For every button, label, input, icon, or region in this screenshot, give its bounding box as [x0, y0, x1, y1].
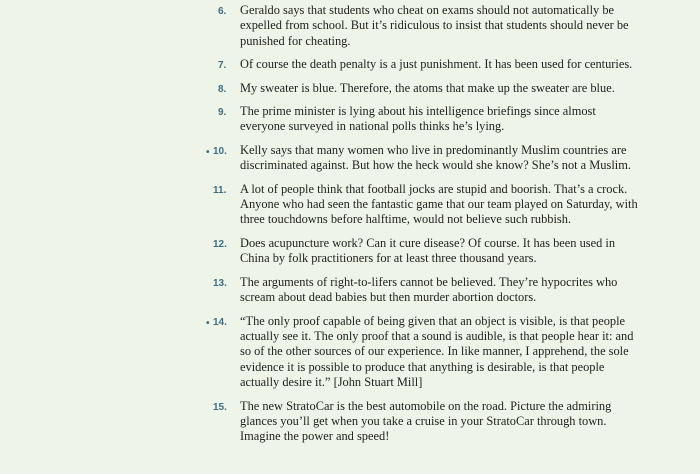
- exercise-text: A lot of people think that football jocks are stupid and boorish. That’s a crock. Anyone who had seen the fantastic game that our team played on Saturday, with three touchdowns before halftime, would not believe such rubbish.: [240, 181, 638, 227]
- exercise-number: 9.: [218, 107, 227, 119]
- exercise-text: The arguments of right-to-lifers cannot be believed. They’re hypocrites who scream about dead babies but then murder abortion doctors.: [240, 274, 618, 305]
- exercise-number: 14.: [213, 316, 227, 328]
- exercise-number: 10.: [213, 145, 227, 157]
- exercise-item-9: [197, 104, 639, 135]
- exercise-item-8: [197, 81, 639, 96]
- exercise-item-11: [197, 182, 639, 228]
- exercise-text: Geraldo says that students who cheat on exams should not automatically be expelled from school. But it’s ridiculous to insist that students should never be punished for cheating.: [240, 3, 629, 48]
- exercise-number: 12.: [213, 238, 227, 250]
- exercise-item-14: [197, 314, 639, 391]
- exercise-text: The new StratoCar is the best automobile on the road. Picture the admiring glances you’ll get when you take a cruise in your StratoCar through town. Imagine the power and speed!: [240, 398, 612, 444]
- exercise-item-6: [197, 3, 639, 49]
- exercise-text: Does acupuncture work? Can it cure disease? Of course. It has been used in China by folk practitioners for at least three thousand years.: [240, 235, 616, 266]
- exercise-text: The prime minister is lying about his intelligence briefings since almost everyone surveyed in national polls thinks he’s lying.: [240, 104, 596, 134]
- exercise-item-12: [197, 236, 639, 267]
- exercise-number: 7.: [218, 60, 227, 72]
- exercise-text: Kelly says that many women who live in predominantly Muslim countries are discriminated against. But how the heck would she know? She’s not a Muslim.: [240, 142, 631, 173]
- exercise-number: 8.: [218, 83, 227, 95]
- exercise-number: 15.: [213, 401, 227, 413]
- exercise-text: My sweater is blue. Therefore, the atoms that make up the sweater are blue.: [240, 80, 615, 95]
- exercise-item-10: [197, 143, 639, 174]
- bullet-marker-icon: •: [206, 146, 210, 158]
- exercise-item-7: [197, 57, 639, 72]
- bullet-marker-icon: •: [206, 317, 210, 329]
- exercise-list: [197, 3, 639, 445]
- exercise-number: 13.: [213, 277, 227, 289]
- exercise-text: “The only proof capable of being given that an object is visible, is that people actually see it. The only proof that a sound is audible, is that people hear it: and so of the other sources of our experience. In like manner, I apprehend, the sole evidence it is possible to produce that anything is desirable, is that people actually desire it.” [John Stuart Mill]: [240, 313, 634, 390]
- exercise-item-13: [197, 275, 639, 306]
- exercise-item-15: [197, 399, 639, 445]
- exercise-number: 6.: [218, 6, 227, 17]
- exercise-text: Of course the death penalty is a just punishment. It has been used for centuries.: [240, 57, 633, 72]
- exercise-number: 11.: [213, 184, 227, 196]
